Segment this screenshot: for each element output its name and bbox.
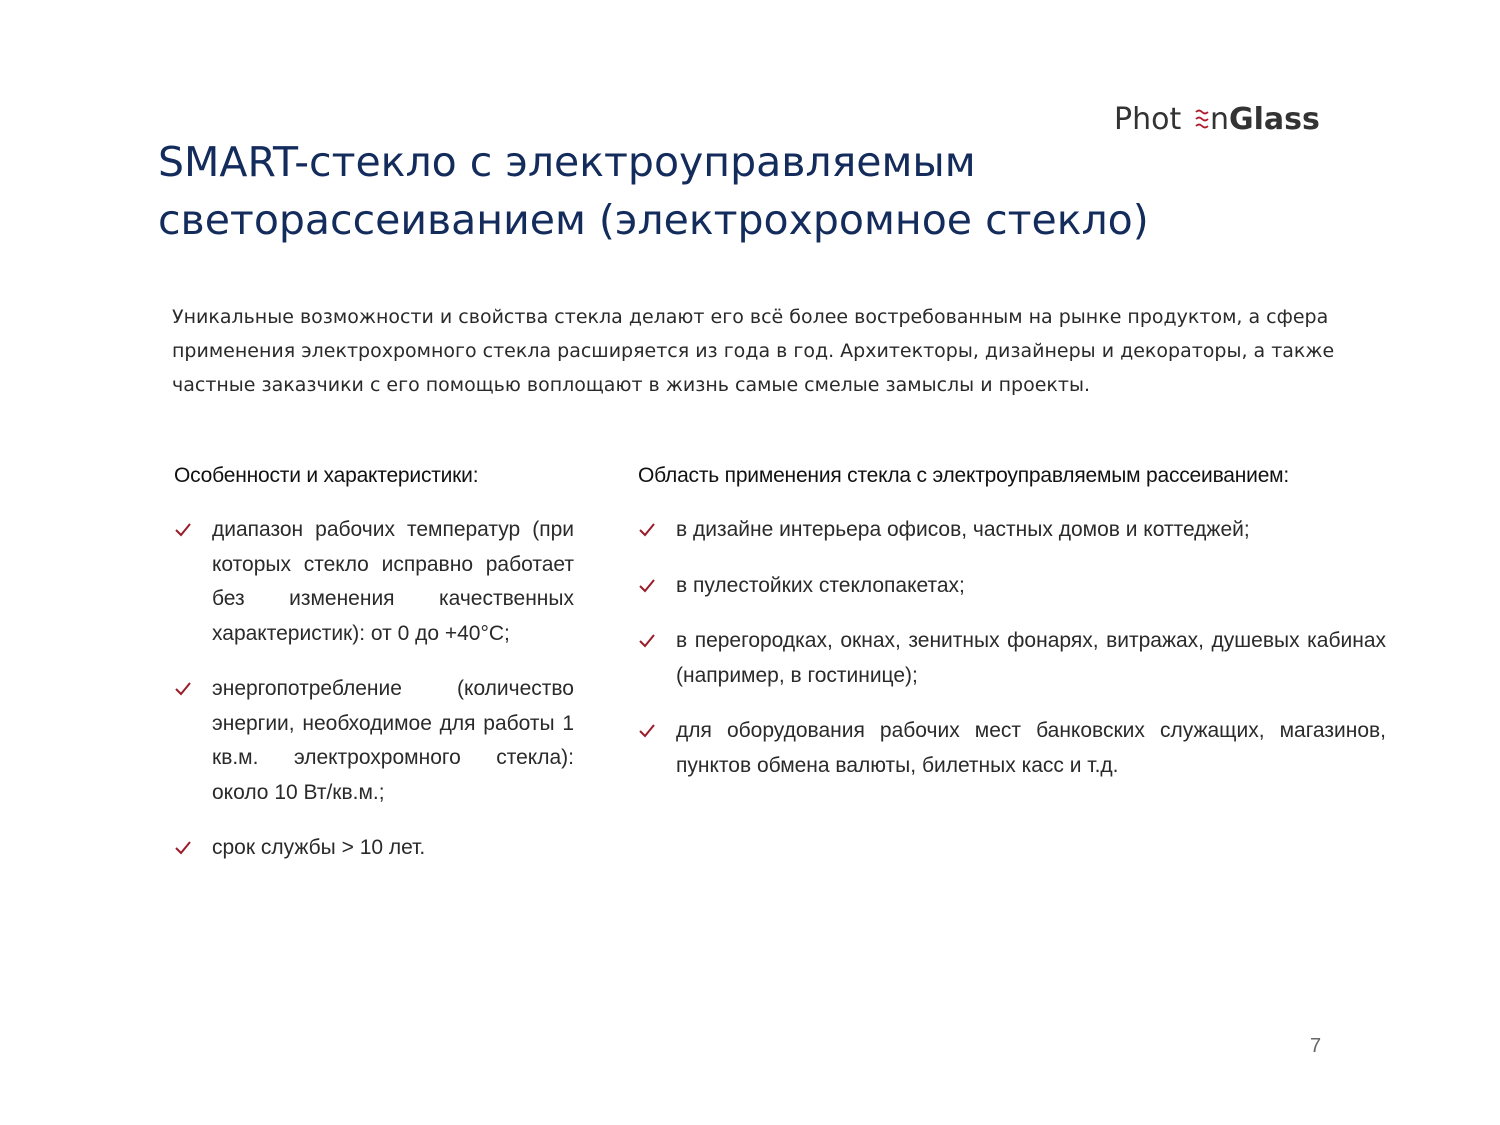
title-line-2: светорассеиванием (электрохромное стекло) bbox=[158, 196, 1149, 244]
list-item bbox=[638, 624, 1386, 693]
intro-line-1: Уникальные возможности и свойства стекла делают его всё более востребованным на рынке продуктом, а сфера bbox=[172, 306, 1329, 328]
page-title bbox=[158, 133, 1338, 249]
list-item-text: диапазон рабочих температур (при которых стекло исправно работает без изменения качественных характеристик): от 0 до +40°С; bbox=[212, 518, 574, 645]
list-item-text: срок службы > 10 лет. bbox=[212, 836, 426, 859]
features-list bbox=[174, 513, 574, 887]
list-item bbox=[174, 672, 574, 810]
checkmark-icon bbox=[174, 521, 192, 539]
list-item-text: в пулестойких стеклопакетах; bbox=[676, 573, 965, 597]
features-heading: Особенности и характеристики: bbox=[174, 464, 479, 487]
list-item-text: для оборудования рабочих мест банковских служащих, магазинов, пунктов обмена валюты, билетных касс и т.д. bbox=[676, 719, 1386, 777]
svg-text:nGlass: nGlass bbox=[1210, 102, 1320, 137]
title-line-1: SMART-стекло с электроуправляемым bbox=[158, 138, 976, 186]
checkmark-icon bbox=[638, 577, 656, 595]
logo-wave-icon bbox=[1196, 111, 1208, 128]
list-item bbox=[638, 714, 1386, 783]
list-item bbox=[174, 513, 574, 651]
checkmark-icon bbox=[174, 680, 192, 698]
list-item-text: энергопотребление (количество энергии, необходимое для работы 1 кв.м. электрохромного стекла): около 10 Вт/кв.м.; bbox=[212, 677, 574, 804]
intro-line-2: применения электрохромного стекла расширяется из года в год. Архитекторы, дизайнеры и декораторы, а также bbox=[172, 340, 1335, 362]
list-item bbox=[638, 513, 1386, 548]
list-item-text: в дизайне интерьера офисов, частных домов и коттеджей; bbox=[676, 518, 1250, 541]
list-item bbox=[174, 831, 574, 866]
intro-line-3: частные заказчики с его помощью воплощают в жизнь самые смелые замыслы и проекты. bbox=[172, 374, 1090, 396]
page-number: 7 bbox=[1310, 1035, 1322, 1057]
applications-heading: Область применения стекла с электроуправляемым рассеиванием: bbox=[638, 464, 1290, 487]
svg-text:Phot: Phot bbox=[1114, 102, 1182, 137]
checkmark-icon bbox=[638, 521, 656, 539]
intro-paragraph bbox=[172, 300, 1372, 402]
checkmark-icon bbox=[638, 632, 656, 650]
list-item-text: в перегородках, окнах, зенитных фонарях, витражах, душевых кабинах (например, в гостинице); bbox=[676, 629, 1386, 687]
photonglass-logo bbox=[1114, 98, 1344, 138]
applications-list bbox=[638, 513, 1386, 804]
checkmark-icon bbox=[174, 839, 192, 857]
checkmark-icon bbox=[638, 722, 656, 740]
list-item bbox=[638, 569, 1386, 604]
